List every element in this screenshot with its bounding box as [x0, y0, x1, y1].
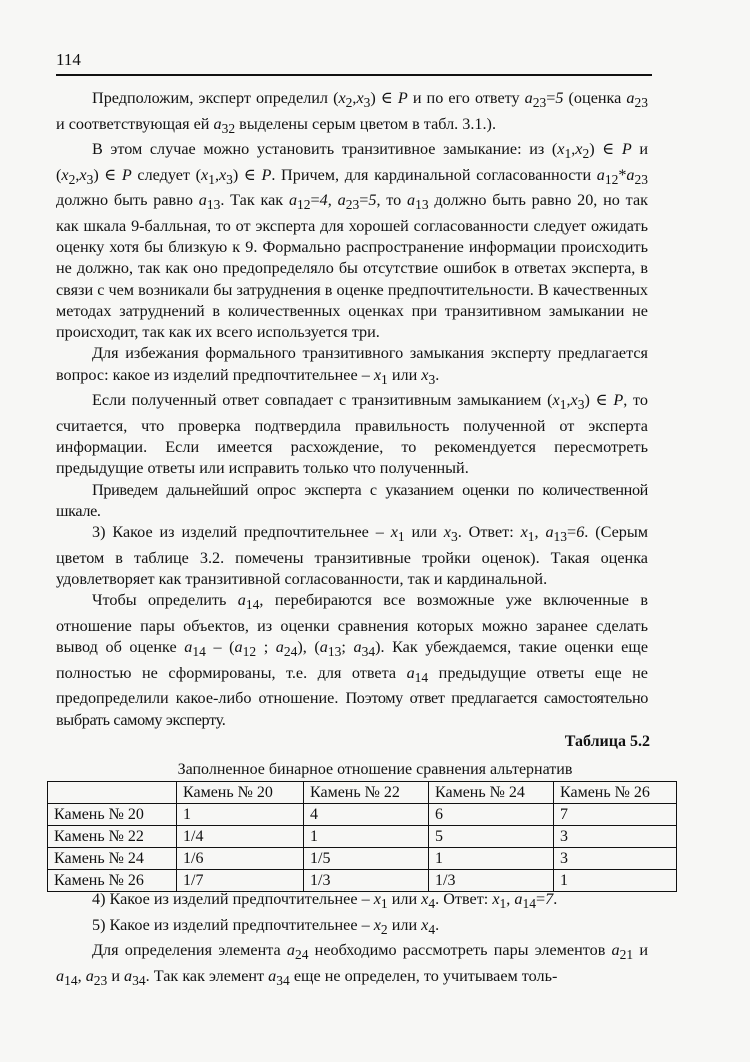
- table-cell: 1: [304, 826, 429, 848]
- table-row: [48, 804, 677, 826]
- table-cell: 1: [554, 870, 677, 892]
- table-cell: Камень № 26: [48, 870, 177, 892]
- table-cell: Камень № 20: [48, 804, 177, 826]
- table-header-cell: Камень № 24: [429, 782, 554, 804]
- table-cell: 1/3: [304, 870, 429, 892]
- paragraph: Если полученный ответ совпадает с транзитивным замыканием $(x_1,x_3)$ ∈ P, то считается, что проверка подтвердила правильность полученной от эксперта информации. Если имеется расхождение, то рекомендуется пересмотреть предыдущие ответы или исправить только что полученный.: [56, 391, 648, 478]
- paragraph: Для избежания формального транзитивного замыкания эксперту предлагается вопрос: какое из изделий предпочтительнее – $x_1$ или $x_3$.: [56, 344, 648, 387]
- paragraph: 5) Какое из изделий предпочтительнее – $x_2$ или $x_4$.: [92, 915, 440, 937]
- table-row: [48, 826, 677, 848]
- table-cell: 1/3: [429, 870, 554, 892]
- table-header-cell: Камень № 22: [304, 782, 429, 804]
- table-caption: Заполненное бинарное отношение сравнения альтернатив: [177, 761, 573, 778]
- table-cell: 1/4: [177, 826, 304, 848]
- paragraph: Предположим, эксперт определил $(x_2,x_3)$ ∈ P и по его ответу $a_{23}=5$ (оценка $a_{23}$ и соответствующая ей $a_{32}$ выделены серым цветом в табл. 3.1.).: [56, 89, 648, 136]
- table-cell: 3: [554, 848, 677, 870]
- paragraph: 4) Какое из изделий предпочтительнее – $x_1$ или $x_4$. Ответ: $x_1$, $a_{14}=7$.: [92, 890, 558, 912]
- table-cell: Камень № 24: [48, 848, 177, 870]
- table-header-cell: Камень № 26: [554, 782, 677, 804]
- comparison-table: [47, 781, 677, 892]
- table-cell: Камень № 22: [48, 826, 177, 848]
- paragraph: 3) Какое из изделий предпочтительнее – $x_1$ или $x_3$. Ответ: $x_1$, $a_{13}=6$. (Серым цветом в таблице 3.2. помечены транзитивные тройки оценок). Такая оценка удовлетворяет как транзитивной согласованности, так и кардинальной.: [56, 523, 648, 589]
- table-cell: 1/5: [304, 848, 429, 870]
- table-cell: 1: [177, 804, 304, 826]
- table-title: Таблица 5.2: [564, 733, 650, 750]
- table-cell: 1/6: [177, 848, 304, 870]
- table-cell: 5: [429, 826, 554, 848]
- table-cell: 4: [304, 804, 429, 826]
- paragraph: Чтобы определить $a_{14}$, перебираются все возможные уже включенные в отношение пары объектов, из оценки сравнения которых можно заранее сделать вывод об оценке $a_{14} - (a_{12}$ ; $a_{24}$), ($a_{13}$; $a_{34}$). Как убеждаемся, такие оценки еще полностью не сформированы, т.е. для ответа $a_{14}$ предыдущие ответы еще не предопределили какое-либо отношение. Поэтому ответ предлагается самостоятельно выбрать самому эксперту.: [56, 591, 649, 729]
- table-cell: 1: [429, 848, 554, 870]
- table-cell: 7: [554, 804, 677, 826]
- table-row: [48, 848, 677, 870]
- table-header-cell: Камень № 20: [177, 782, 304, 804]
- paragraph: Для определения элемента $a_{24}$ необходимо рассмотреть пары элементов $a_{21}$ и $a_{14}$, $a_{23}$ и $a_{34}$. Так как элемент $a_{34}$ еще не определен, то учитываем толь-: [56, 941, 648, 989]
- table-cell: 3: [554, 826, 677, 848]
- body-text: [56, 88, 648, 731]
- table-header-cell: [48, 782, 177, 804]
- table-header-row: [48, 782, 677, 804]
- text-after-table: [56, 889, 648, 992]
- paragraph: В этом случае можно установить транзитивное замыкание: из $(x_1,x_2)$ ∈ P и $(x_2,x_3)$ ∈ P следует $(x_1,x_3)$ ∈ P. Причем, для кардинальной согласованности $a_{12}*a_{23}$ должно быть равно $a_{13}$. Так как $a_{12}=4$, $a_{23}=5$, то $a_{13}$ должно быть равно 20, но так как шкала 9-балльная, то от эксперта для хорошей согласованности следует ожидать оценку хотя бы близкую к 9. Формально распространение информации происходить не должно, так как оно предопределяло бы отсутствие ошибок в ответах эксперта, в связи с чем возникали бы затруднения в оценке предпочтительности. В качественных методах затруднений в количественных оценках при транзитивном замыкании не происходит, так как их всего используется три.: [56, 140, 649, 342]
- page-number: 114: [56, 50, 81, 69]
- table-cell: 1/7: [177, 870, 304, 892]
- table-cell: 6: [429, 804, 554, 826]
- paragraph: Приведем дальнейший опрос эксперта с указанием оценки по количественной шкале.: [56, 480, 648, 520]
- header-rule: [56, 74, 652, 76]
